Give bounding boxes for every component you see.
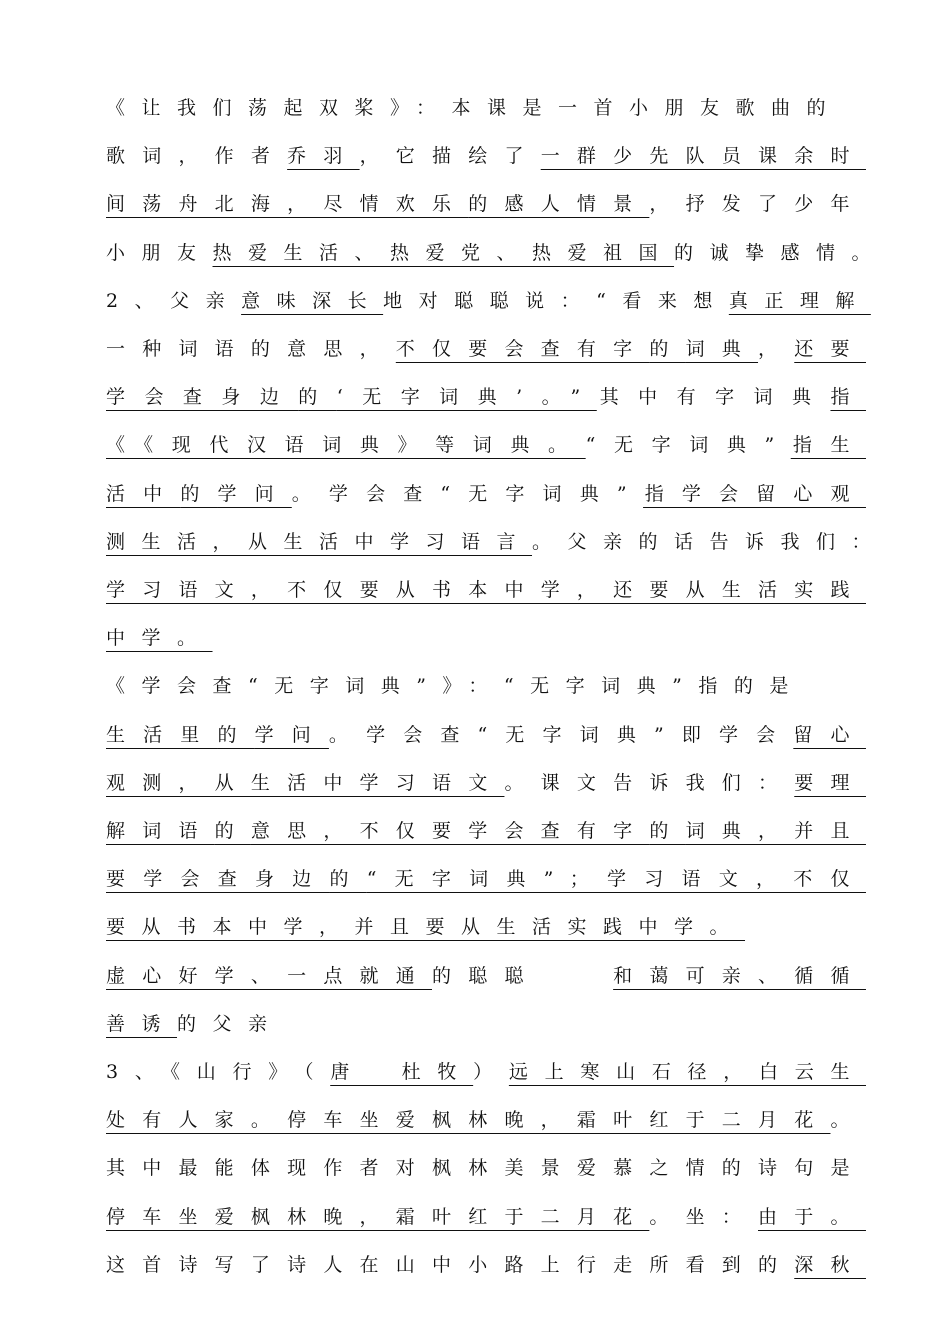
text-line bbox=[106, 861, 866, 897]
text-segment: 《让我们荡起双桨》：本课是一首小朋友歌曲 bbox=[106, 97, 807, 119]
text-line bbox=[106, 909, 866, 945]
underlined-text: ‘无字词典’。” bbox=[336, 386, 597, 409]
text-line bbox=[106, 620, 866, 656]
text-line bbox=[106, 765, 866, 801]
underlined-text: 意思，不仅要学会查有字 bbox=[250, 820, 650, 842]
underlined-text: 处有人家。停车坐爱枫林晚，霜叶红于二月花 bbox=[106, 1109, 831, 1132]
text-line bbox=[106, 138, 866, 174]
text-segment: 这首诗写了诗人在山中小路上行走所看到 bbox=[106, 1253, 759, 1276]
text-segment: 。学会查“无字词典”即学会 bbox=[328, 723, 794, 746]
text-segment: ） bbox=[473, 1061, 509, 1083]
underlined-text: 词典 bbox=[685, 338, 759, 360]
underlined-text: 真正理解 bbox=[728, 289, 871, 312]
underlined-text: 深秋 bbox=[794, 1253, 866, 1276]
text-segment: ，抒发了少年 bbox=[649, 193, 866, 216]
text-line bbox=[106, 476, 866, 512]
underlined-text: “无字词典”；学习语文，不仅 bbox=[366, 868, 866, 891]
underlined-text: 学问 bbox=[217, 482, 292, 505]
text-line bbox=[106, 524, 888, 560]
text-segment: 的 bbox=[758, 1253, 795, 1276]
underlined-text: 要理 bbox=[794, 771, 866, 794]
text-line bbox=[106, 427, 866, 463]
text-segment: 《学会查“无字词典”》：“无字词典”指 bbox=[106, 675, 734, 698]
text-segment: 一种词语 bbox=[106, 338, 251, 360]
text-line bbox=[106, 572, 866, 608]
underlined-text: 的 bbox=[180, 482, 218, 505]
underlined-text: 一群少先队员课余时 bbox=[540, 145, 866, 168]
underlined-text: 活中 bbox=[106, 482, 181, 505]
underlined-text: 解词语 bbox=[106, 820, 215, 842]
text-segment: 的 bbox=[432, 964, 469, 987]
text-segment: 的 bbox=[806, 97, 843, 119]
text-segment: 3、《山行》（ bbox=[106, 1061, 331, 1083]
underlined-text: 观测，从生活中学习语文 bbox=[106, 771, 505, 794]
text-line bbox=[106, 1199, 866, 1235]
text-segment: 。 bbox=[830, 1109, 866, 1132]
underlined-text: 间荡舟北海，尽情欢乐 bbox=[106, 193, 469, 216]
text-segment: 是 bbox=[769, 675, 805, 698]
underlined-text: 唐 杜牧 bbox=[330, 1061, 474, 1083]
text-segment: ，它描绘了 bbox=[359, 145, 541, 168]
underlined-text: 学习语文，不仅要从书本中学，还要从生活实践 bbox=[106, 579, 866, 601]
text-segment: 。学会查“无字词典” bbox=[291, 482, 644, 505]
text-segment: 诗句是 bbox=[758, 1157, 866, 1180]
text-line bbox=[106, 958, 866, 994]
text-segment: 。父亲 bbox=[532, 530, 639, 553]
text-line bbox=[106, 283, 871, 319]
underlined-text: 感人情景 bbox=[504, 193, 650, 216]
underlined-text: 善诱 bbox=[106, 1012, 178, 1035]
text-line bbox=[106, 813, 866, 849]
underlined-text: 中学。 bbox=[106, 627, 213, 650]
underlined-text: 的 bbox=[298, 386, 337, 409]
underlined-text: 的 bbox=[649, 820, 686, 842]
underlined-text: 由于。 bbox=[758, 1205, 866, 1228]
text-line bbox=[106, 186, 866, 222]
underlined-text: 生活里 bbox=[106, 723, 218, 746]
text-segment: ， bbox=[758, 338, 795, 360]
underlined-text: 的 bbox=[329, 868, 367, 891]
underlined-text: 的 bbox=[649, 338, 686, 360]
text-segment: 的 bbox=[733, 675, 770, 698]
underlined-text: 要从书本中学，并且要从生活实践中学。 bbox=[106, 916, 746, 939]
text-segment: 小朋友 bbox=[106, 241, 213, 264]
underlined-text: 测生活，从生活中学习语言 bbox=[106, 530, 533, 553]
underlined-text: 指生 bbox=[790, 434, 866, 457]
text-line bbox=[106, 235, 888, 271]
text-segment: 歌词，作者 bbox=[106, 145, 288, 168]
text-segment: 聪聪 bbox=[468, 964, 614, 987]
underlined-text: 的 bbox=[217, 723, 255, 746]
text-line bbox=[106, 668, 866, 704]
underlined-text: 指 bbox=[830, 386, 866, 409]
text-line bbox=[106, 1247, 866, 1283]
text-segment: 其中有字词典 bbox=[596, 386, 831, 409]
text-segment: 话告诉我们： bbox=[674, 530, 888, 553]
underlined-text: 词典，并且 bbox=[685, 820, 866, 842]
underlined-text: 远上寒山石径，白云生 bbox=[508, 1061, 866, 1083]
text-segment: 诚挚感情。 bbox=[709, 241, 888, 264]
text-line bbox=[106, 717, 866, 753]
text-line bbox=[106, 1006, 866, 1042]
underlined-text: 学问 bbox=[254, 723, 329, 746]
text-line bbox=[106, 1054, 866, 1090]
text-segment: 的 bbox=[177, 1012, 213, 1035]
text-segment: 父亲 bbox=[212, 1012, 284, 1035]
text-segment: 的 bbox=[674, 241, 710, 264]
text-segment: “无字词典” bbox=[585, 434, 791, 457]
underlined-text: 《《现代汉语词典》等词典。 bbox=[106, 434, 586, 457]
underlined-text: 不仅要会查有字 bbox=[395, 338, 650, 360]
underlined-text: 和蔼可亲、循循 bbox=[613, 964, 866, 987]
underlined-text: 学会查身边 bbox=[106, 386, 299, 409]
underlined-text: 还要 bbox=[794, 338, 866, 360]
underlined-text: 虚心好学、一点就通 bbox=[106, 964, 432, 987]
underlined-text: 留心 bbox=[793, 723, 866, 746]
text-segment: 的 bbox=[638, 530, 675, 553]
text-segment: 。课文告诉我们： bbox=[504, 771, 795, 794]
text-line bbox=[106, 1102, 866, 1138]
text-line bbox=[106, 379, 866, 415]
underlined-text: 热爱生活、热爱党、热爱祖国 bbox=[212, 241, 675, 264]
underlined-text: 要学会查身边 bbox=[106, 868, 330, 891]
text-segment: 意思， bbox=[287, 338, 396, 360]
text-segment: 其中最能体现作者对枫林美景爱慕之情 bbox=[106, 1157, 722, 1180]
text-segment: 地对聪聪说：“看来想 bbox=[383, 289, 729, 312]
text-line bbox=[106, 331, 866, 367]
text-line bbox=[106, 90, 866, 126]
underlined-text: 指学会留心观 bbox=[643, 482, 866, 505]
underlined-text: 乔羽 bbox=[287, 145, 360, 168]
text-segment: 的 bbox=[721, 1157, 759, 1180]
underlined-text: 停车坐爱枫林晚，霜叶红于二月花 bbox=[106, 1205, 650, 1228]
text-line bbox=[106, 1150, 866, 1186]
underlined-text: 的 bbox=[468, 193, 505, 216]
underlined-text: 意味深长 bbox=[241, 289, 384, 312]
text-segment: 2、父亲 bbox=[106, 289, 242, 312]
text-segment: 。坐： bbox=[649, 1205, 759, 1228]
text-segment: 的 bbox=[250, 338, 288, 360]
underlined-text: 的 bbox=[214, 820, 251, 842]
